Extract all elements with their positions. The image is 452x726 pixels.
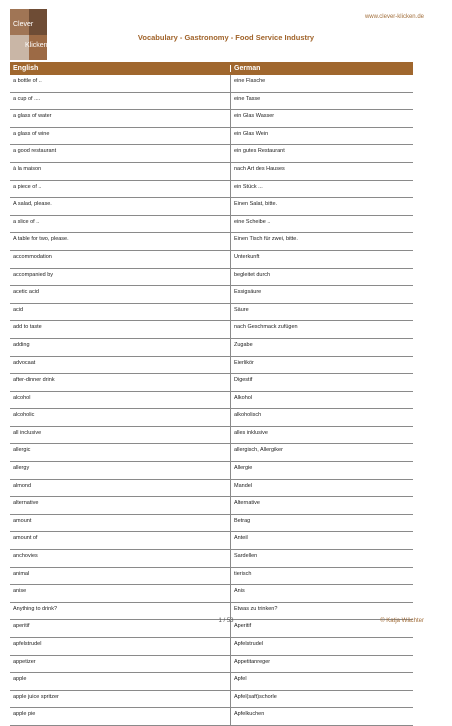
table-row bbox=[10, 216, 413, 234]
english-term: allergy bbox=[10, 462, 231, 479]
table-row bbox=[10, 251, 413, 269]
german-term: ein Glas Wein bbox=[234, 130, 269, 137]
table-row bbox=[10, 110, 413, 128]
table-row bbox=[10, 181, 413, 199]
site-url[interactable]: www.clever-klicken.de bbox=[364, 14, 424, 20]
german-term: nach Art des Hauses bbox=[234, 165, 285, 172]
german-term: Appetitanreger bbox=[234, 658, 271, 665]
table-row bbox=[10, 656, 413, 674]
german-term: Einen Salat, bitte. bbox=[234, 201, 278, 208]
column-header-german: German bbox=[234, 65, 261, 72]
copyright: © Katja Wächter bbox=[380, 618, 424, 624]
column-header-english: English bbox=[10, 65, 231, 72]
german-term: eine Tasse bbox=[234, 95, 261, 102]
table-row bbox=[10, 409, 413, 427]
table-header bbox=[10, 62, 413, 75]
english-term: a glass of water bbox=[10, 110, 231, 127]
german-term: alkoholisch bbox=[234, 412, 262, 419]
english-term: apfelstrudel bbox=[10, 638, 231, 655]
german-term: eine Scheibe .. bbox=[234, 218, 271, 225]
page-number: 1 / 53 bbox=[218, 618, 234, 624]
german-term: Digestif bbox=[234, 377, 253, 384]
english-term: adding bbox=[10, 339, 231, 356]
english-term: à la maison bbox=[10, 163, 231, 180]
english-term: apple bbox=[10, 673, 231, 690]
table-row bbox=[10, 93, 413, 111]
german-term: Zugabe bbox=[234, 341, 253, 348]
german-term: Unterkunft bbox=[234, 253, 260, 260]
english-term: apple pie bbox=[10, 708, 231, 725]
english-term: A table for two, please. bbox=[10, 233, 231, 250]
table-row bbox=[10, 532, 413, 550]
english-term: advocaat bbox=[10, 357, 231, 374]
table-row bbox=[10, 427, 413, 445]
table-row bbox=[10, 286, 413, 304]
german-term: Sardellen bbox=[234, 553, 258, 560]
table-row bbox=[10, 75, 413, 93]
english-term: Anything to drink? bbox=[10, 603, 231, 620]
german-term: ein Stück ... bbox=[234, 183, 263, 190]
english-term: anchovies bbox=[10, 550, 231, 567]
table-row bbox=[10, 357, 413, 375]
german-term: ein Glas Wasser bbox=[234, 113, 275, 120]
table-row bbox=[10, 585, 413, 603]
table-row bbox=[10, 128, 413, 146]
german-term: Anis bbox=[234, 588, 245, 595]
table-row bbox=[10, 304, 413, 322]
english-term: anise bbox=[10, 585, 231, 602]
german-term: Apfelstrudel bbox=[234, 641, 264, 647]
english-term: amount of bbox=[10, 532, 231, 549]
english-term: alternative bbox=[10, 497, 231, 514]
english-term: a piece of .. bbox=[10, 181, 231, 198]
table-row bbox=[10, 550, 413, 568]
vocabulary-table bbox=[10, 62, 413, 726]
german-term: Alkohol bbox=[234, 394, 253, 401]
english-term: a good restaurant bbox=[10, 145, 231, 162]
english-term: a cup of .... bbox=[10, 93, 231, 110]
english-term: acetic acid bbox=[10, 286, 231, 303]
english-term: add to taste bbox=[10, 321, 231, 338]
english-term: a bottle of .. bbox=[10, 75, 231, 92]
english-term: a glass of wine bbox=[10, 128, 231, 145]
table-row bbox=[10, 233, 413, 251]
english-term: alcoholic bbox=[10, 409, 231, 426]
english-term: accompanied by bbox=[10, 269, 231, 286]
german-term: Apfel bbox=[234, 676, 247, 683]
english-term: amount bbox=[10, 515, 231, 532]
german-term: Einen Tisch für zwei, bitte. bbox=[234, 236, 298, 243]
english-term: animal bbox=[10, 568, 231, 585]
german-term: ein gutes Restaurant bbox=[234, 148, 285, 155]
table-row bbox=[10, 515, 413, 533]
english-term: apple juice spritzer bbox=[10, 691, 231, 708]
english-term: after-dinner drink bbox=[10, 374, 231, 391]
english-term: appetizer bbox=[10, 656, 231, 673]
table-row bbox=[10, 480, 413, 498]
english-term: almond bbox=[10, 480, 231, 497]
table-row bbox=[10, 673, 413, 691]
english-term: a slice of .. bbox=[10, 216, 231, 233]
german-term: begleitet durch bbox=[234, 271, 271, 278]
german-term: Alternative bbox=[234, 500, 260, 507]
english-term: acid bbox=[10, 304, 231, 321]
german-term: Apfel(saft)schorle bbox=[234, 693, 277, 700]
table-row bbox=[10, 163, 413, 181]
german-term: Aperitif bbox=[234, 623, 252, 630]
german-term: Etwas zu trinken? bbox=[234, 605, 278, 612]
table-row bbox=[10, 568, 413, 586]
english-term: alcohol bbox=[10, 392, 231, 409]
english-term: A salad, please. bbox=[10, 198, 231, 215]
english-term: aperitif bbox=[10, 620, 231, 637]
table-row bbox=[10, 339, 413, 357]
logo-text-clever: Clever bbox=[13, 21, 34, 28]
table-row bbox=[10, 691, 413, 709]
german-term: Betrag bbox=[234, 517, 251, 524]
german-term: alles inklusive bbox=[234, 429, 268, 436]
german-term: tierisch bbox=[234, 570, 252, 577]
table-row bbox=[10, 497, 413, 515]
english-term: all inclusive bbox=[10, 427, 231, 444]
german-term: Essigsäure bbox=[234, 289, 262, 296]
table-row bbox=[10, 374, 413, 392]
table-row bbox=[10, 145, 413, 163]
german-term: Anteil bbox=[234, 535, 248, 542]
german-term: nach Geschmack zufügen bbox=[234, 324, 298, 331]
german-term: eine Flasche bbox=[234, 78, 266, 84]
english-term: accommodation bbox=[10, 251, 231, 268]
german-term: Apfelkuchen bbox=[234, 711, 265, 718]
english-term: allergic bbox=[10, 444, 231, 461]
german-term: Mandel bbox=[234, 482, 253, 489]
table-row bbox=[10, 392, 413, 410]
table-row bbox=[10, 462, 413, 480]
table-row bbox=[10, 198, 413, 216]
german-term: allergisch, Allergiker bbox=[234, 447, 283, 454]
table-row bbox=[10, 269, 413, 287]
table-row bbox=[10, 321, 413, 339]
german-term: Eierlikör bbox=[234, 359, 254, 366]
german-term: Allergie bbox=[234, 465, 253, 472]
table-row bbox=[10, 444, 413, 462]
document-title: Vocabulary - Gastronomy - Food Service Industry bbox=[137, 33, 315, 42]
german-term: Säure bbox=[234, 306, 249, 313]
table-row bbox=[10, 638, 413, 656]
logo-text-klicken: Klicken bbox=[25, 42, 48, 49]
table-row bbox=[10, 708, 413, 726]
table-body bbox=[10, 75, 413, 726]
